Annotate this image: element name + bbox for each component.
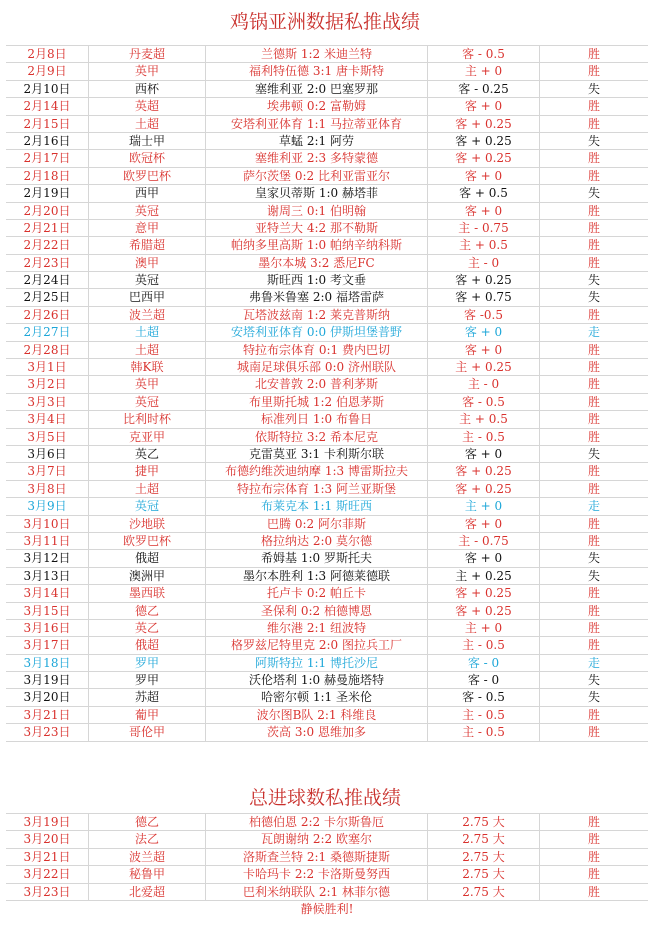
- result-cell: 胜: [587, 151, 600, 166]
- page-title: 鸡锅亚洲数据私推战绩: [229, 11, 420, 33]
- table-row: [6, 603, 648, 620]
- date-cell: 2月9日: [6, 63, 89, 79]
- match-cell: 城南足球俱乐部 0:0 济州联队: [206, 359, 428, 375]
- result-cell: 胜: [587, 168, 600, 183]
- date-cell: 3月3日: [6, 394, 89, 410]
- result-cell: 胜: [587, 47, 600, 61]
- handicap-cell: 主 - 0.5: [428, 637, 540, 653]
- handicap-cell: 主 + 0: [428, 63, 540, 79]
- handicap-cell: 主 - 0.75: [428, 533, 540, 549]
- result-cell: 胜: [587, 99, 600, 114]
- league-cell: 英甲: [89, 63, 206, 79]
- result-cell: 失: [587, 446, 600, 461]
- table-row: [6, 568, 648, 585]
- league-cell: 英冠: [89, 394, 206, 410]
- result-cell: 胜: [587, 884, 600, 899]
- table-row: [6, 46, 648, 63]
- table-row: [6, 620, 648, 637]
- result-cell: 胜: [587, 516, 600, 531]
- handicap-cell: 主 - 0: [428, 255, 540, 271]
- match-cell: 草蜢 2:1 阿劳: [206, 133, 428, 149]
- league-cell: 欧罗巴杯: [89, 533, 206, 549]
- match-cell: 格罗兹尼特里克 2:0 图拉兵工厂: [206, 637, 428, 653]
- result-cell: 走: [587, 655, 600, 670]
- date-cell: 3月2日: [6, 376, 89, 392]
- table-row: [6, 550, 648, 567]
- match-cell: 布里斯托城 1:2 伯恩茅斯: [206, 394, 428, 410]
- date-cell: 3月19日: [6, 814, 89, 830]
- date-cell: 3月12日: [6, 550, 89, 566]
- match-cell: 茨高 3:0 恩维加多: [206, 724, 428, 740]
- result-cell: 胜: [587, 867, 600, 882]
- league-cell: 英冠: [89, 272, 206, 288]
- handicap-cell: 客 + 0.5: [428, 185, 540, 201]
- match-cell: 亚特兰大 4:2 那不勒斯: [206, 220, 428, 236]
- match-cell: 波尔图B队 2:1 科维良: [206, 707, 428, 723]
- handicap-cell: 2.75 大: [428, 849, 540, 865]
- result-cell: 胜: [587, 849, 600, 864]
- match-cell: 墨尔本城 3:2 悉尼FC: [206, 255, 428, 271]
- date-cell: 3月7日: [6, 463, 89, 479]
- match-cell: 帕纳多里高斯 1:0 帕纳辛纳科斯: [206, 237, 428, 253]
- handicap-cell: 客 + 0.75: [428, 289, 540, 305]
- date-cell: 3月21日: [6, 707, 89, 723]
- league-cell: 土超: [89, 342, 206, 358]
- handicap-cell: 主 + 0.5: [428, 237, 540, 253]
- league-cell: 北爱超: [89, 884, 206, 900]
- date-cell: 3月20日: [6, 689, 89, 705]
- table-row: [6, 116, 648, 133]
- handicap-cell: 2.75 大: [428, 884, 540, 900]
- match-cell: 埃弗顿 0:2 富勒姆: [206, 98, 428, 114]
- league-cell: 哥伦甲: [89, 724, 206, 740]
- match-cell: 塞维利亚 2:3 多特蒙德: [206, 150, 428, 166]
- date-cell: 3月9日: [6, 498, 89, 514]
- match-cell: 福利特伍德 3:1 唐卡斯特: [206, 63, 428, 79]
- date-cell: 2月25日: [6, 289, 89, 305]
- league-cell: 英乙: [89, 446, 206, 462]
- handicap-cell: 主 + 0.25: [428, 359, 540, 375]
- result-cell: 胜: [587, 377, 600, 392]
- league-cell: 瑞士甲: [89, 133, 206, 149]
- match-cell: 格拉纳达 2:0 莫尔德: [206, 533, 428, 549]
- date-cell: 3月4日: [6, 411, 89, 427]
- league-cell: 葡甲: [89, 707, 206, 723]
- result-cell: 失: [587, 290, 600, 305]
- table-row: [6, 884, 648, 901]
- date-cell: 3月18日: [6, 655, 89, 671]
- handicap-cell: 客 + 0: [428, 550, 540, 566]
- result-cell: 胜: [587, 116, 600, 131]
- table-row: [6, 849, 648, 866]
- handicap-cell: 主 - 0.5: [428, 724, 540, 740]
- date-cell: 3月5日: [6, 429, 89, 445]
- handicap-cell: 客 + 0: [428, 324, 540, 340]
- league-cell: 罗甲: [89, 655, 206, 671]
- date-cell: 3月14日: [6, 585, 89, 601]
- result-cell: 胜: [587, 64, 600, 79]
- date-cell: 2月18日: [6, 168, 89, 184]
- league-cell: 意甲: [89, 220, 206, 236]
- date-cell: 2月16日: [6, 133, 89, 149]
- handicap-cell: 客 + 0.25: [428, 116, 540, 132]
- date-cell: 3月21日: [6, 849, 89, 865]
- date-cell: 2月27日: [6, 324, 89, 340]
- table-row: [6, 533, 648, 550]
- handicap-cell: 客 + 0.25: [428, 133, 540, 149]
- footer-row: [6, 901, 648, 918]
- result-cell: 胜: [587, 464, 600, 479]
- result-cell: 胜: [587, 481, 600, 496]
- match-cell: 弗鲁米鲁塞 2:0 福塔雷萨: [206, 289, 428, 305]
- result-cell: 胜: [587, 203, 600, 218]
- result-cell: 胜: [587, 832, 600, 847]
- match-cell: 特拉布宗体育 1:3 阿兰亚斯堡: [206, 481, 428, 497]
- table-row: [6, 203, 648, 220]
- table-row: [6, 376, 648, 393]
- league-cell: 苏超: [89, 689, 206, 705]
- result-cell: 胜: [587, 533, 600, 548]
- table-row: [6, 707, 648, 724]
- handicap-cell: 客 - 0.25: [428, 81, 540, 97]
- match-cell: 布莱克本 1:1 斯旺西: [206, 498, 428, 514]
- match-cell: 巴腾 0:2 阿尔菲斯: [206, 516, 428, 532]
- result-cell: 失: [587, 673, 600, 688]
- match-cell: 安塔利亚体育 1:1 马拉蒂亚体育: [206, 116, 428, 132]
- league-cell: 秘鲁甲: [89, 866, 206, 882]
- table-row: [6, 831, 648, 848]
- league-cell: 沙地联: [89, 516, 206, 532]
- match-cell: 塞维利亚 2:0 巴塞罗那: [206, 81, 428, 97]
- result-cell: 胜: [587, 725, 600, 740]
- date-cell: 2月19日: [6, 185, 89, 201]
- league-cell: 英冠: [89, 498, 206, 514]
- table-row: [6, 289, 648, 306]
- handicap-cell: 2.75 大: [428, 814, 540, 830]
- league-cell: 西杯: [89, 81, 206, 97]
- handicap-cell: 主 - 0.75: [428, 220, 540, 236]
- match-cell: 北安普敦 2:0 普利茅斯: [206, 376, 428, 392]
- match-cell: 维尔港 2:1 纽波特: [206, 620, 428, 636]
- match-cell: 标准列日 1:0 布鲁日: [206, 411, 428, 427]
- date-cell: 2月28日: [6, 342, 89, 358]
- date-cell: 2月21日: [6, 220, 89, 236]
- result-cell: 胜: [587, 255, 600, 270]
- handicap-cell: 客 + 0.25: [428, 585, 540, 601]
- league-cell: 英甲: [89, 376, 206, 392]
- match-cell: 谢周三 0:1 伯明翰: [206, 203, 428, 219]
- result-cell: 胜: [587, 707, 600, 722]
- league-cell: 巴西甲: [89, 289, 206, 305]
- handicap-cell: 主 + 0: [428, 620, 540, 636]
- handicap-cell: 客 + 0: [428, 516, 540, 532]
- result-cell: 失: [587, 551, 600, 566]
- result-cell: 胜: [587, 620, 600, 635]
- result-cell: 胜: [587, 586, 600, 601]
- match-cell: 卡哈玛卡 2:2 卡洛斯曼努西: [206, 866, 428, 882]
- table-row: [6, 168, 648, 185]
- league-cell: 欧冠杯: [89, 150, 206, 166]
- table-row: [6, 359, 648, 376]
- table-row: [6, 463, 648, 480]
- handicap-cell: 主 + 0: [428, 498, 540, 514]
- result-cell: 胜: [587, 815, 600, 829]
- date-cell: 2月14日: [6, 98, 89, 114]
- league-cell: 比利时杯: [89, 411, 206, 427]
- table-row: [6, 655, 648, 672]
- handicap-cell: 客 + 0.25: [428, 463, 540, 479]
- match-cell: 墨尔本胜利 1:3 阿德莱德联: [206, 568, 428, 584]
- table-row: [6, 324, 648, 341]
- date-cell: 3月1日: [6, 359, 89, 375]
- total-goals-record-table: [6, 813, 648, 918]
- result-cell: 失: [587, 81, 600, 96]
- league-cell: 英冠: [89, 203, 206, 219]
- league-cell: 德乙: [89, 814, 206, 830]
- date-cell: 3月16日: [6, 620, 89, 636]
- result-cell: 胜: [587, 342, 600, 357]
- result-cell: 胜: [587, 394, 600, 409]
- handicap-cell: 主 + 0.5: [428, 411, 540, 427]
- match-cell: 托卢卡 0:2 帕丘卡: [206, 585, 428, 601]
- date-cell: 2月8日: [6, 46, 89, 62]
- handicap-cell: 客 -0.5: [428, 307, 540, 323]
- table-row: [6, 866, 648, 883]
- table-row: [6, 516, 648, 533]
- table-row: [6, 237, 648, 254]
- league-cell: 法乙: [89, 831, 206, 847]
- match-cell: 瓦朗谢纳 2:2 欧塞尔: [206, 831, 428, 847]
- result-cell: 胜: [587, 220, 600, 235]
- result-cell: 胜: [587, 238, 600, 253]
- footer-note: 静候胜利!: [300, 901, 354, 916]
- league-cell: 土超: [89, 324, 206, 340]
- match-cell: 克雷莫亚 3:1 卡利斯尔联: [206, 446, 428, 462]
- handicap-cell: 客 + 0: [428, 203, 540, 219]
- handicap-cell: 客 + 0: [428, 342, 540, 358]
- date-cell: 3月11日: [6, 533, 89, 549]
- date-cell: 3月23日: [6, 724, 89, 740]
- league-cell: 波兰超: [89, 307, 206, 323]
- table-row: [6, 98, 648, 115]
- result-cell: 胜: [587, 638, 600, 653]
- league-cell: 俄超: [89, 637, 206, 653]
- date-cell: 3月22日: [6, 866, 89, 882]
- handicap-cell: 客 - 0: [428, 672, 540, 688]
- date-cell: 2月20日: [6, 203, 89, 219]
- league-cell: 澳甲: [89, 255, 206, 271]
- table-row: [6, 81, 648, 98]
- table-row: [6, 481, 648, 498]
- table-row: [6, 814, 648, 831]
- result-cell: 失: [587, 186, 600, 201]
- handicap-cell: 客 + 0: [428, 98, 540, 114]
- date-cell: 3月19日: [6, 672, 89, 688]
- league-cell: 波兰超: [89, 849, 206, 865]
- table-row: [6, 133, 648, 150]
- handicap-cell: 客 + 0.25: [428, 481, 540, 497]
- table-row: [6, 342, 648, 359]
- handicap-record-table: [6, 45, 648, 742]
- handicap-cell: 客 - 0.5: [428, 689, 540, 705]
- result-cell: 失: [587, 690, 600, 705]
- league-cell: 英超: [89, 98, 206, 114]
- handicap-cell: 主 - 0.5: [428, 429, 540, 445]
- date-cell: 2月22日: [6, 237, 89, 253]
- result-cell: 失: [587, 133, 600, 148]
- date-cell: 3月6日: [6, 446, 89, 462]
- league-cell: 英乙: [89, 620, 206, 636]
- table-row: [6, 185, 648, 202]
- league-cell: 俄超: [89, 550, 206, 566]
- match-cell: 皇家贝蒂斯 1:0 赫塔菲: [206, 185, 428, 201]
- table-row: [6, 689, 648, 706]
- section-title-total-goals: 总进球数私推战绩: [248, 787, 401, 809]
- league-cell: 韩K联: [89, 359, 206, 375]
- match-cell: 阿斯特拉 1:1 博托沙尼: [206, 655, 428, 671]
- league-cell: 捷甲: [89, 463, 206, 479]
- result-cell: 胜: [587, 603, 600, 618]
- handicap-cell: 主 - 0: [428, 376, 540, 392]
- handicap-cell: 客 + 0.25: [428, 150, 540, 166]
- date-cell: 3月23日: [6, 884, 89, 900]
- handicap-cell: 客 + 0.25: [428, 272, 540, 288]
- result-cell: 胜: [587, 429, 600, 444]
- match-cell: 洛斯查兰特 2:1 桑德斯捷斯: [206, 849, 428, 865]
- date-cell: 3月13日: [6, 568, 89, 584]
- table-row: [6, 672, 648, 689]
- match-cell: 圣保利 0:2 柏德博恩: [206, 603, 428, 619]
- match-cell: 沃伦塔利 1:0 赫曼施塔特: [206, 672, 428, 688]
- match-cell: 柏德伯恩 2:2 卡尔斯鲁厄: [206, 814, 428, 830]
- date-cell: 2月24日: [6, 272, 89, 288]
- handicap-cell: 主 + 0.25: [428, 568, 540, 584]
- result-cell: 失: [587, 273, 600, 288]
- handicap-cell: 客 - 0.5: [428, 46, 540, 62]
- result-cell: 胜: [587, 360, 600, 375]
- table-row: [6, 637, 648, 654]
- date-cell: 2月15日: [6, 116, 89, 132]
- match-cell: 兰德斯 1:2 米迪兰特: [206, 46, 428, 62]
- match-cell: 瓦塔波兹南 1:2 莱克普斯纳: [206, 307, 428, 323]
- handicap-cell: 客 + 0: [428, 446, 540, 462]
- league-cell: 西甲: [89, 185, 206, 201]
- league-cell: 罗甲: [89, 672, 206, 688]
- match-cell: 依斯特拉 3:2 希本尼克: [206, 429, 428, 445]
- table-row: [6, 255, 648, 272]
- league-cell: 德乙: [89, 603, 206, 619]
- match-cell: 安塔利亚体育 0:0 伊斯坦堡普野: [206, 324, 428, 340]
- match-cell: 特拉布宗体育 0:1 费内巴切: [206, 342, 428, 358]
- date-cell: 2月26日: [6, 307, 89, 323]
- date-cell: 2月10日: [6, 81, 89, 97]
- result-cell: 走: [587, 499, 600, 514]
- date-cell: 2月23日: [6, 255, 89, 271]
- table-row: [6, 724, 648, 741]
- table-row: [6, 411, 648, 428]
- date-cell: 3月10日: [6, 516, 89, 532]
- handicap-cell: 主 - 0.5: [428, 707, 540, 723]
- handicap-cell: 客 + 0: [428, 168, 540, 184]
- match-cell: 布德约维茨迪纳摩 1:3 博雷斯拉夫: [206, 463, 428, 479]
- result-cell: 走: [587, 325, 600, 340]
- handicap-cell: 2.75 大: [428, 831, 540, 847]
- date-cell: 3月20日: [6, 831, 89, 847]
- date-cell: 3月15日: [6, 603, 89, 619]
- league-cell: 土超: [89, 116, 206, 132]
- league-cell: 克亚甲: [89, 429, 206, 445]
- table-row: [6, 307, 648, 324]
- league-cell: 希腊超: [89, 237, 206, 253]
- league-cell: 欧罗巴杯: [89, 168, 206, 184]
- table-row: [6, 585, 648, 602]
- date-cell: 3月17日: [6, 637, 89, 653]
- match-cell: 希姆基 1:0 罗斯托夫: [206, 550, 428, 566]
- date-cell: 2月17日: [6, 150, 89, 166]
- handicap-cell: 客 - 0: [428, 655, 540, 671]
- match-cell: 哈密尔顿 1:1 圣米伦: [206, 689, 428, 705]
- match-cell: 斯旺西 1:0 考文垂: [206, 272, 428, 288]
- result-cell: 胜: [587, 307, 600, 322]
- match-cell: 萨尔茨堡 0:2 比利亚雷亚尔: [206, 168, 428, 184]
- table-row: [6, 498, 648, 515]
- league-cell: 土超: [89, 481, 206, 497]
- date-cell: 3月8日: [6, 481, 89, 497]
- match-cell: 巴利米纳联队 2:1 林菲尔德: [206, 884, 428, 900]
- league-cell: 丹麦超: [89, 46, 206, 62]
- table-row: [6, 63, 648, 80]
- table-row: [6, 446, 648, 463]
- league-cell: 墨西联: [89, 585, 206, 601]
- table-row: [6, 272, 648, 289]
- table-row: [6, 394, 648, 411]
- table-row: [6, 150, 648, 167]
- table-row: [6, 429, 648, 446]
- handicap-cell: 客 + 0.25: [428, 603, 540, 619]
- handicap-cell: 2.75 大: [428, 866, 540, 882]
- league-cell: 澳洲甲: [89, 568, 206, 584]
- result-cell: 失: [587, 568, 600, 583]
- result-cell: 胜: [587, 412, 600, 427]
- handicap-cell: 客 - 0.5: [428, 394, 540, 410]
- table-row: [6, 220, 648, 237]
